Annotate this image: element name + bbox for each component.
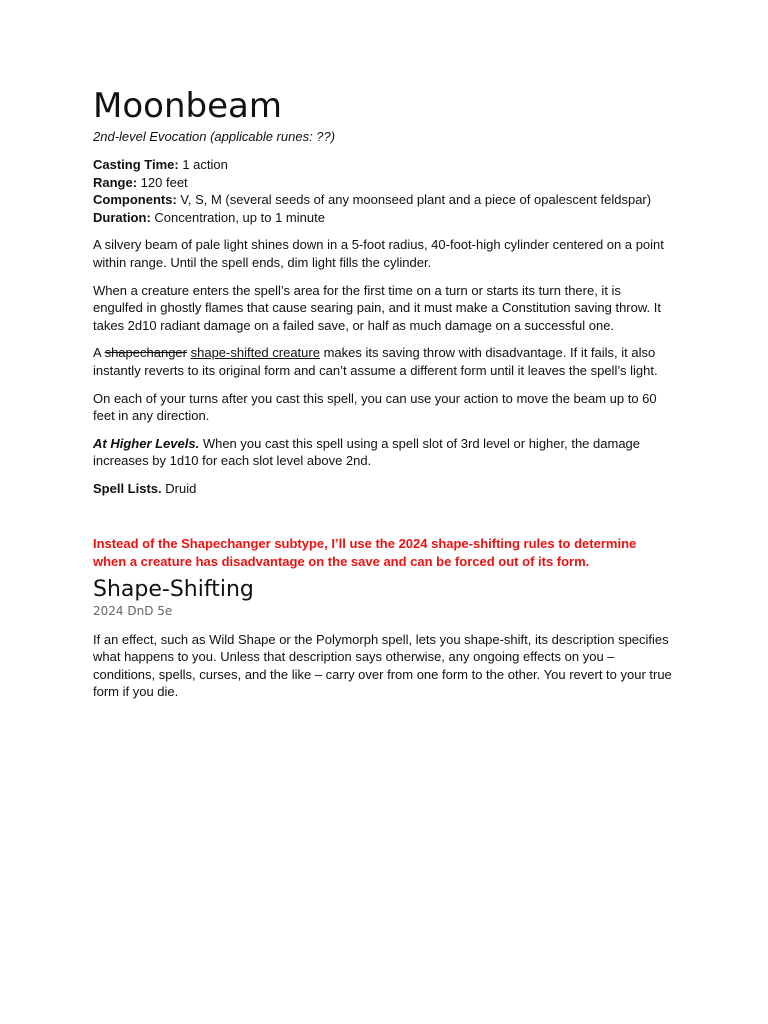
deleted-text: shapechanger xyxy=(104,345,187,361)
duration-line xyxy=(93,209,673,227)
paragraph-shapechanger xyxy=(93,344,673,379)
spell-subtitle: 2nd-level Evocation (applicable runes: ??) xyxy=(93,129,336,144)
range-value: 120 feet xyxy=(137,174,188,190)
section-heading: Shape-Shifting xyxy=(93,576,254,602)
shape-shifting-text: If an effect, such as Wild Shape or the Polymorph spell, lets you shape-shift, its description specifies what happens to you. Unless that description says otherwise, any ongoing effects on you – conditions, spells, curses, and the like – carry over from one form to the other. You revert to your true form if you die. xyxy=(93,631,672,700)
paragraph-description: A silvery beam of pale light shines down in a 5-foot radius, 40-foot-high cylinder centered on a point within range. Until the spell ends, dim light fills the cylinder. xyxy=(93,237,664,270)
spell-lists-value: Druid xyxy=(161,480,197,496)
spell-lists-label: Spell Lists. xyxy=(93,480,162,496)
duration-value: Concentration, up to 1 minute xyxy=(150,209,325,225)
range-line xyxy=(93,174,673,192)
components-line xyxy=(93,191,673,209)
duration-label: Duration: xyxy=(93,209,151,225)
higher-levels-text: When you cast this spell using a spell slot of 3rd level or higher, the damage increases by 1d10 for each slot level above 2nd. xyxy=(93,435,641,469)
document-page xyxy=(93,84,673,711)
paragraph-move-beam: On each of your turns after you cast this spell, you can use your action to move the beam up to 60 feet in any direction. xyxy=(93,390,657,424)
editor-note: Instead of the Shapechanger subtype, I’ll use the 2024 shape-shifting rules to determine when a creature has disadvantage on the save and can be forced out of its form. xyxy=(93,535,637,569)
casting-time-line xyxy=(93,156,673,174)
paragraph-higher-levels xyxy=(93,435,673,470)
range-label: Range: xyxy=(93,174,138,190)
components-value: V, S, M (several seeds of any moonseed plant and a piece of opalescent feldspar) xyxy=(176,192,652,208)
casting-time-value: 1 action xyxy=(178,157,228,172)
paragraph-suffix: makes its saving throw with disadvantage. If it fails, it also instantly reverts to its original form and can’t assume a different form until it leaves the spell’s light. xyxy=(93,345,658,378)
spell-stats xyxy=(93,156,673,226)
paragraph-prefix: A xyxy=(93,345,105,361)
higher-levels-label: At Higher Levels. xyxy=(93,435,200,451)
inserted-text: shape-shifted creature xyxy=(190,345,320,361)
paragraph-spell-lists xyxy=(93,480,673,498)
casting-time-label: Casting Time: xyxy=(93,157,179,172)
section-source: 2024 DnD 5e xyxy=(93,603,173,618)
paragraph-effect: When a creature enters the spell’s area for the first time on a turn or starts its turn there, it is engulfed in ghostly flames that cause searing pain, and it must make a Constitution saving throw. It takes 2d10 radiant damage on a failed save, or half as much damage on a successful one. xyxy=(93,282,661,333)
spell-title: Moonbeam xyxy=(93,86,282,126)
components-label: Components: xyxy=(93,192,177,208)
